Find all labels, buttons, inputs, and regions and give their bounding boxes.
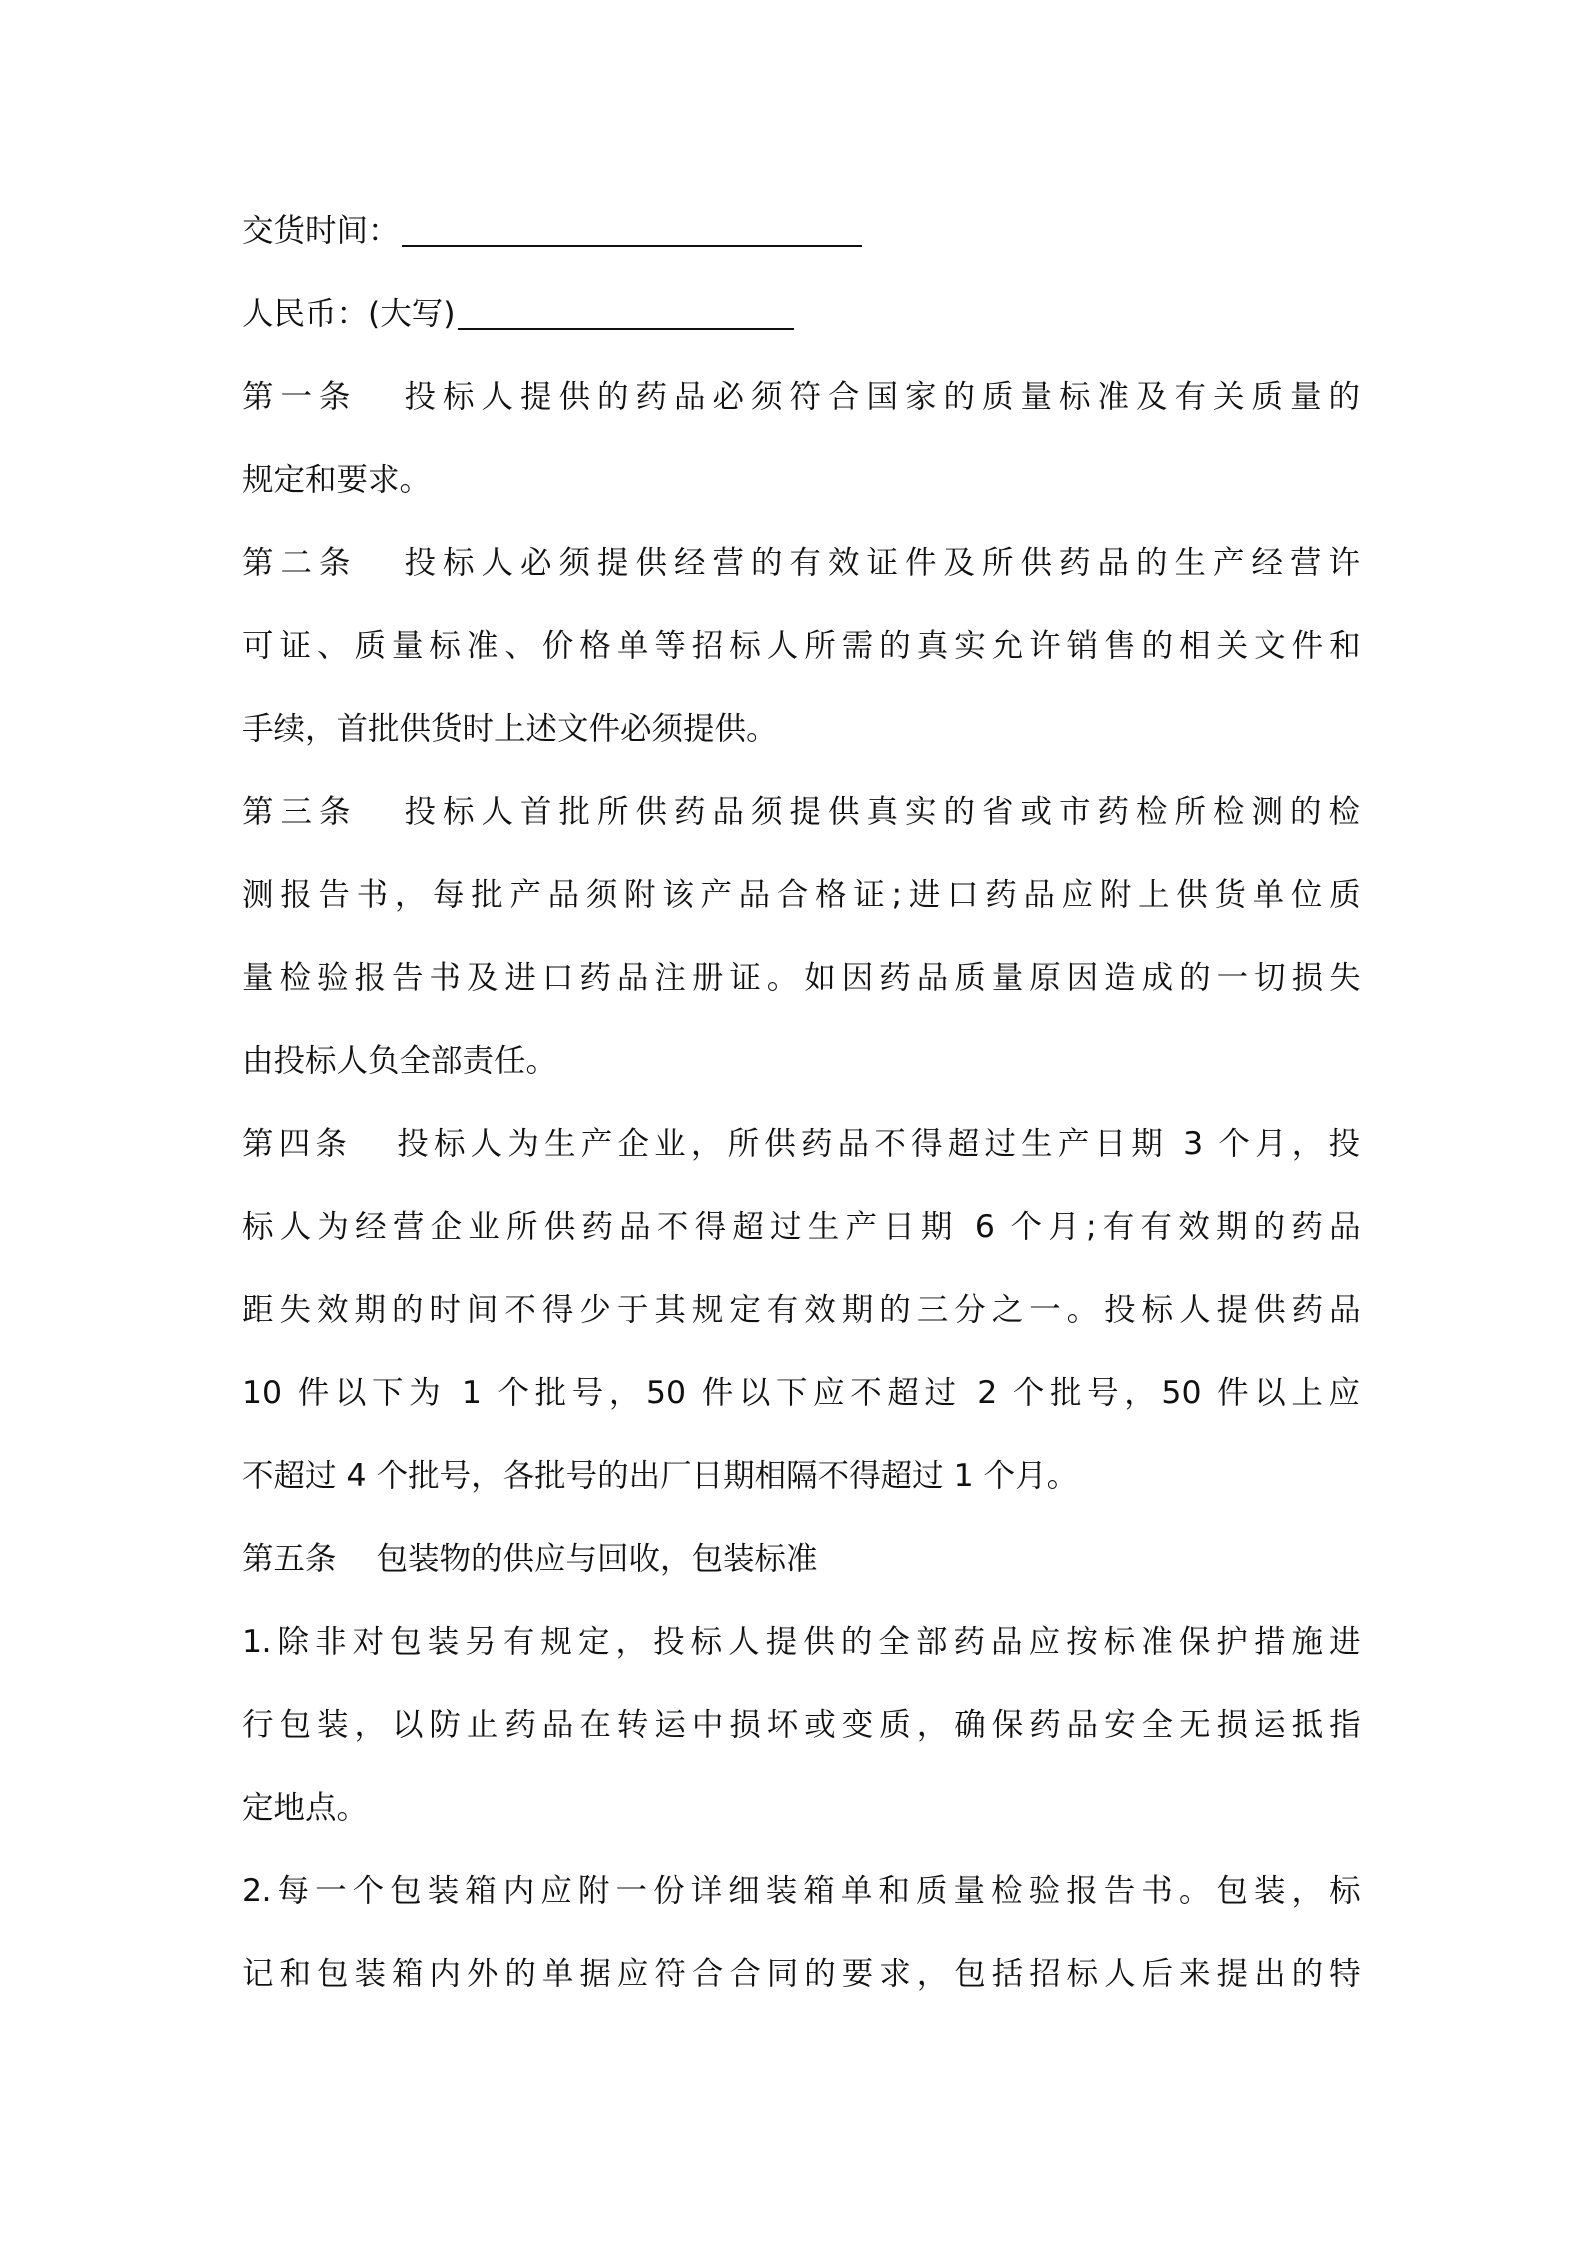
article-3-line-3: 量检验报告书及进口药品注册证。如因药品质量原因造成的一切损失 — [242, 960, 1360, 996]
rmb-amount-label: 人民币：(大写) — [242, 296, 456, 332]
article-4-line-4: 10 件以下为 1 个批号，50 件以下应不超过 2 个批号，50 件以上应 — [242, 1375, 1360, 1411]
article-5-line-1: 第五条 包装物的供应与回收，包装标准 — [242, 1541, 818, 1577]
item-2-line-1: 2.每一个包装箱内应附一份详细装箱单和质量检验报告书。包装，标 — [242, 1873, 1360, 1909]
rmb-amount-line — [242, 273, 1360, 356]
article-5-title: 第五条 — [242, 1541, 337, 1577]
article-4-line-3: 距失效期的时间不得少于其规定有效期的三分之一。投标人提供药品 — [242, 1292, 1360, 1328]
document-body — [242, 190, 1360, 2016]
article-2-line-3: 手续，首批供货时上述文件必须提供。 — [242, 711, 778, 747]
article-3-line-4: 由投标人负全部责任。 — [242, 1043, 558, 1079]
rmb-amount-blank — [458, 294, 794, 330]
article-4-line-5: 不超过 4 个批号，各批号的出厂日期相隔不得超过 1 个月。 — [242, 1458, 1079, 1494]
article-4-line-1: 第四条 投标人为生产企业，所供药品不得超过生产日期 3 个月，投 — [242, 1126, 1360, 1162]
item-1-line-2: 行包装，以防止药品在转运中损坏或变质，确保药品安全无损运抵指 — [242, 1707, 1360, 1743]
item-2-line-2: 记和包装箱内外的单据应符合合同的要求，包括招标人后来提出的特 — [242, 1956, 1360, 1992]
article-3-line-2: 测报告书，每批产品须附该产品合格证;进口药品应附上供货单位质 — [242, 877, 1360, 913]
item-1-line-1: 1.除非对包装另有规定，投标人提供的全部药品应按标准保护措施进 — [242, 1624, 1360, 1660]
article-3-line-1: 第三条 投标人首批所供药品须提供真实的省或市药检所检测的检 — [242, 794, 1360, 830]
article-2-line-1: 第二条 投标人必须提供经营的有效证件及所供药品的生产经营许 — [242, 545, 1360, 581]
item-1-line-3: 定地点。 — [242, 1790, 369, 1826]
article-2-line-2: 可证、质量标准、价格单等招标人所需的真实允许销售的相关文件和 — [242, 628, 1360, 664]
article-1-line-2: 规定和要求。 — [242, 462, 432, 498]
article-2-title: 第二条 — [242, 545, 358, 581]
article-3-title: 第三条 — [242, 794, 358, 830]
article-1-line-1: 第一条 投标人提供的药品必须符合国家的质量标准及有关质量的 — [242, 379, 1360, 415]
article-4-title: 第四条 — [242, 1126, 353, 1162]
delivery-time-blank — [402, 211, 862, 247]
delivery-time-line — [242, 190, 1360, 273]
article-1-title: 第一条 — [242, 379, 358, 415]
article-4-line-2: 标人为经营企业所供药品不得超过生产日期 6 个月;有有效期的药品 — [242, 1209, 1360, 1245]
delivery-time-label: 交货时间： — [242, 213, 400, 249]
